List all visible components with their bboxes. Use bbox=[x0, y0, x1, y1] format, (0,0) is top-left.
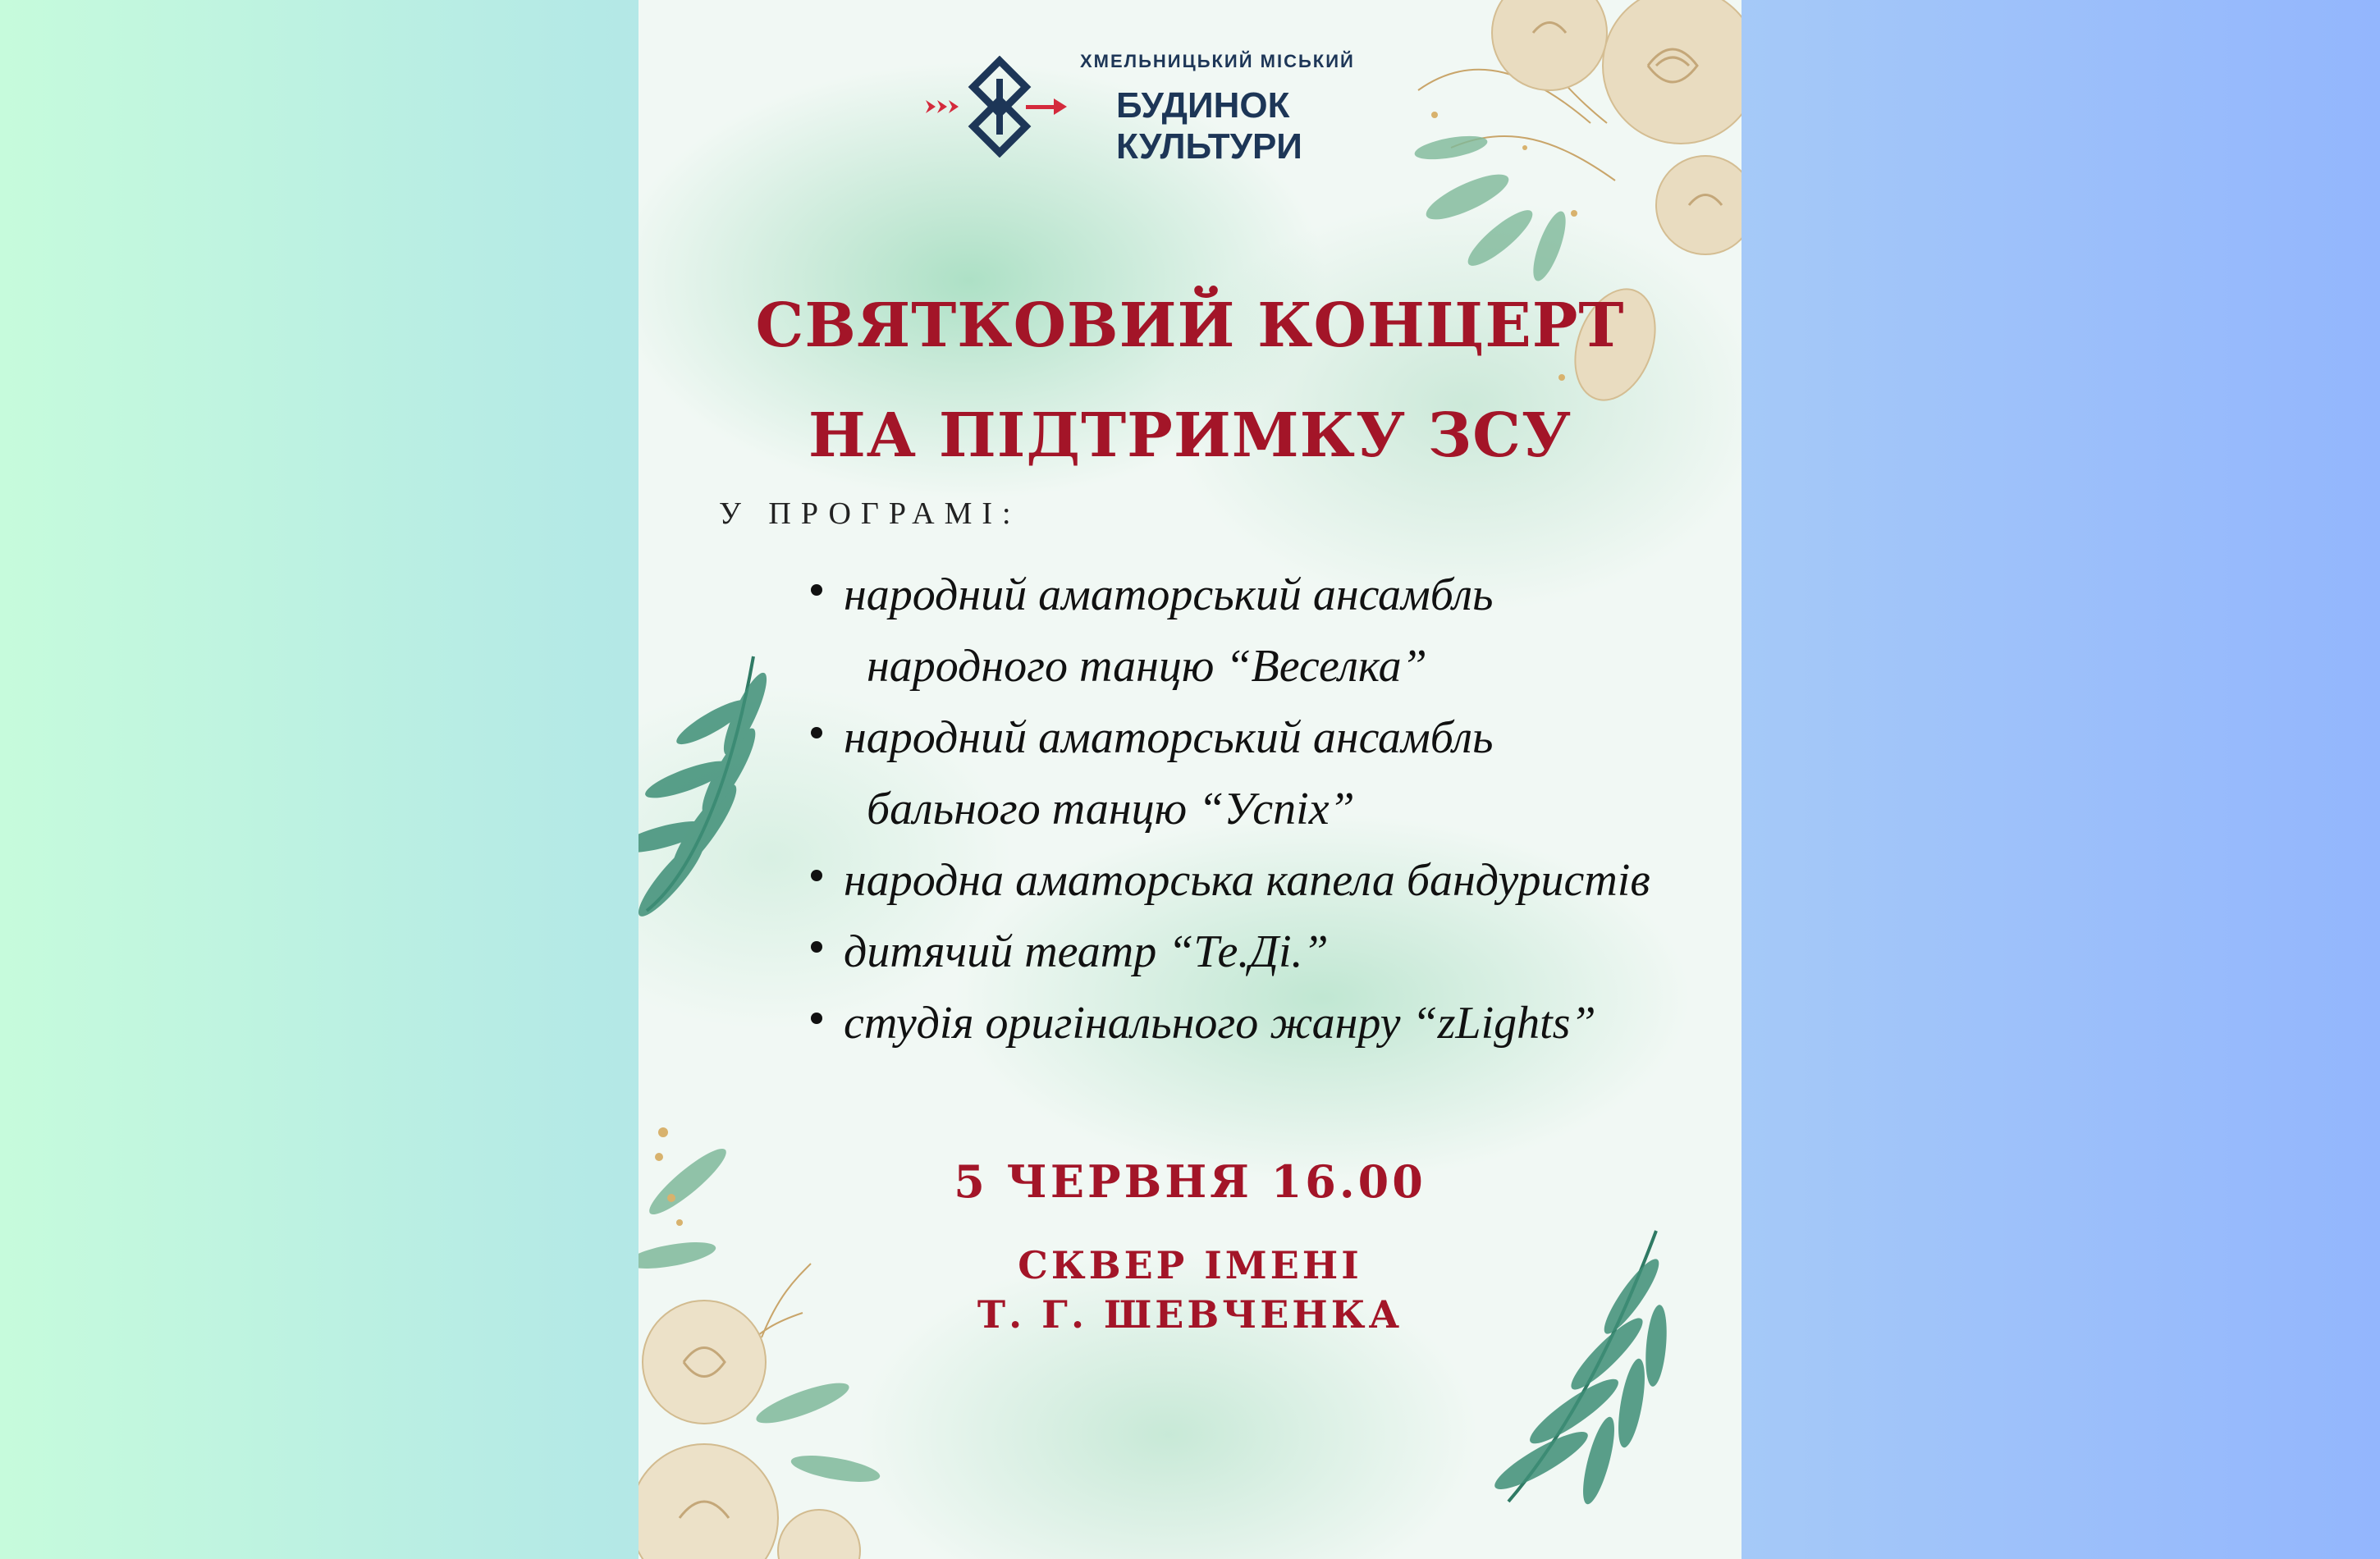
event-place-line-2: Т. Г. ШЕВЧЕНКА bbox=[977, 1292, 1403, 1337]
logo-name-line-2: КУЛЬТУРИ bbox=[1116, 126, 1302, 167]
concert-title bbox=[638, 271, 1742, 491]
program-item bbox=[811, 988, 1650, 1059]
program-list bbox=[811, 560, 1650, 1059]
logo-organization-text: ХМЕЛЬНИЦЬКИЙ МІСЬКИЙ bbox=[1080, 51, 1355, 71]
program-item bbox=[811, 560, 1650, 702]
logo bbox=[926, 48, 1385, 171]
program-item-line: народний аматорський ансамбль bbox=[844, 712, 1494, 763]
house-of-culture-logo-mark-icon bbox=[926, 56, 1073, 158]
program-item-line: народного танцю “Веселка” bbox=[867, 641, 1427, 692]
logo-name-line-1: БУДИНОК bbox=[1116, 85, 1290, 126]
event-place-line-1: СКВЕР ІМЕНІ bbox=[1018, 1243, 1362, 1287]
palm-leaf-left-decoration bbox=[638, 632, 803, 944]
program-item bbox=[811, 845, 1650, 917]
program-item-line: дитячий театр “Те.Ді.” bbox=[844, 926, 1329, 977]
event-place bbox=[638, 1241, 1742, 1339]
concert-title-line-1: СВЯТКОВИЙ КОНЦЕРТ bbox=[755, 290, 1625, 361]
program-label: У ПРОГРАМІ: bbox=[719, 496, 1021, 531]
program-item-line: студія оригінального жанру “zLights” bbox=[844, 998, 1596, 1049]
program-item-line: бального танцю “Успіх” bbox=[867, 784, 1355, 834]
program-item bbox=[811, 917, 1650, 988]
poster bbox=[638, 0, 1742, 1559]
program-item-line: народний аматорський ансамбль bbox=[844, 569, 1494, 620]
event-date-time: 5 ЧЕРВНЯ 16.00 bbox=[954, 1155, 1426, 1208]
logo-name bbox=[1116, 85, 1362, 167]
program-item-line: народна аматорська капела бандуристів bbox=[844, 855, 1650, 906]
program-item bbox=[811, 702, 1650, 845]
concert-title-line-2: НА ПІДТРИМКУ ЗСУ bbox=[808, 400, 1572, 471]
